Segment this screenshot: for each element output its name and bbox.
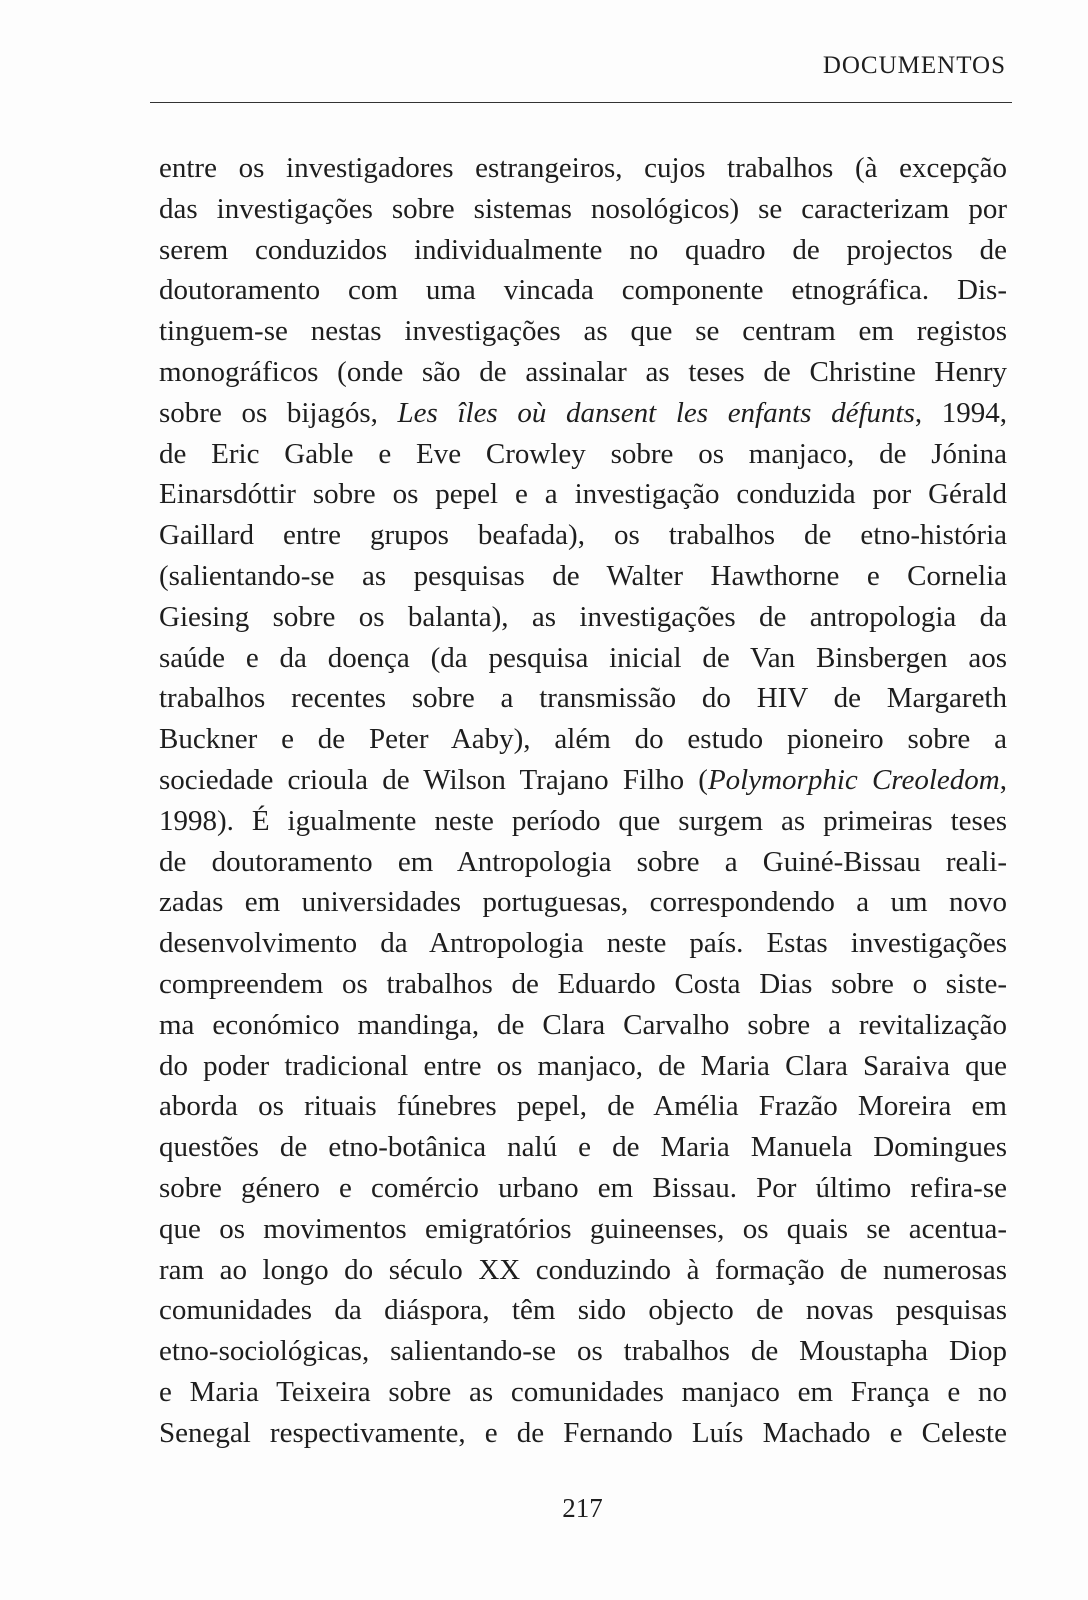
text-line: [159, 1168, 1007, 1209]
text-segment: trabalhos recentes sobre a transmissão do HIV de Margareth: [159, 682, 1007, 715]
text-segment: sobre os bijagós,: [159, 396, 398, 429]
text-segment: sobre género e comércio urbano em Bissau. Por último refira-se: [159, 1171, 1007, 1204]
text-line: [159, 1372, 1007, 1413]
text-line: [159, 760, 1007, 801]
text-segment: questões de etno-botânica nalú e de Maria Manuela Domingues: [159, 1131, 1007, 1164]
text-segment: ma económico mandinga, de Clara Carvalho sobre a revitalização: [159, 1008, 1007, 1041]
text-line: [159, 393, 1007, 434]
text-line: [159, 801, 1007, 842]
text-segment: das investigações sobre sistemas nosológicos) se caracterizam por: [159, 192, 1007, 225]
text-line: [159, 678, 1007, 719]
text-line: [159, 474, 1007, 515]
text-line: [159, 882, 1007, 923]
text-segment: Giesing sobre os balanta), as investigações de antropologia da: [159, 600, 1007, 633]
body-paragraph: [159, 148, 1007, 1454]
text-segment: Senegal respectivamente, e de Fernando Luís Machado e Celeste: [159, 1416, 1007, 1449]
text-line: [159, 964, 1007, 1005]
text-line: [159, 1086, 1007, 1127]
text-line: [159, 311, 1007, 352]
text-line: [159, 719, 1007, 760]
text-line: [159, 1290, 1007, 1331]
text-line: [159, 434, 1007, 475]
text-segment: desenvolvimento da Antropologia neste país. Estas investigações: [159, 927, 1007, 960]
text-segment: sociedade crioula de Wilson Trajano Filho (: [159, 763, 708, 796]
text-line: [159, 230, 1007, 271]
text-segment: ,: [999, 763, 1007, 796]
header-rule: [150, 102, 1012, 103]
text-segment: 1998). É igualmente neste período que surgem as primeiras teses: [159, 804, 1007, 837]
text-line: [159, 597, 1007, 638]
text-segment: de Eric Gable e Eve Crowley sobre os manjaco, de Jónina: [159, 437, 1007, 470]
text-segment: zadas em universidades portuguesas, correspondendo a um novo: [159, 886, 1007, 919]
text-segment: Gaillard entre grupos beafada), os trabalhos de etno-história: [159, 519, 1007, 552]
text-segment: do poder tradicional entre os manjaco, de Maria Clara Saraiva que: [159, 1049, 1007, 1082]
page-number: 217: [562, 1493, 603, 1523]
text-line: [159, 1127, 1007, 1168]
text-segment: , 1994,: [914, 396, 1008, 429]
text-segment: comunidades da diáspora, têm sido objecto de novas pesquisas: [159, 1294, 1007, 1327]
text-segment: Buckner e de Peter Aaby), além do estudo pioneiro sobre a: [159, 723, 1007, 756]
text-line: [159, 352, 1007, 393]
text-segment: entre os investigadores estrangeiros, cujos trabalhos (à excepção: [159, 152, 1007, 184]
text-line: [159, 923, 1007, 964]
text-line: [159, 1005, 1007, 1046]
text-line: [159, 148, 1007, 189]
text-line: [159, 1046, 1007, 1087]
text-line: [159, 1250, 1007, 1291]
text-line: [159, 1331, 1007, 1372]
text-segment: ram ao longo do século XX conduzindo à formação de numerosas: [159, 1253, 1007, 1286]
text-line: [159, 189, 1007, 230]
running-head: DOCUMENTOS: [822, 52, 1006, 79]
text-segment: de doutoramento em Antropologia sobre a Guiné-Bissau reali-: [159, 845, 1007, 878]
text-segment: e Maria Teixeira sobre as comunidades manjaco em França e no: [159, 1375, 1007, 1408]
text-line: [159, 556, 1007, 597]
text-segment: saúde e da doença (da pesquisa inicial de Van Binsbergen aos: [159, 641, 1007, 674]
text-segment: doutoramento com uma vincada componente etnográfica. Dis-: [159, 274, 1007, 307]
text-segment: serem conduzidos individualmente no quadro de projectos de: [159, 233, 1007, 266]
text-line: [159, 270, 1007, 311]
text-segment: compreendem os trabalhos de Eduardo Costa Dias sobre o siste-: [159, 967, 1007, 1000]
text-segment: Einarsdóttir sobre os pepel e a investigação conduzida por Gérald: [159, 478, 1007, 511]
text-line: [159, 515, 1007, 556]
text-segment: que os movimentos emigratórios guineenses, os quais se acentua-: [159, 1212, 1007, 1245]
text-line: [159, 842, 1007, 883]
text-segment: monográficos (onde são de assinalar as teses de Christine Henry: [159, 355, 1007, 388]
text-segment: tinguem-se nestas investigações as que se centram em registos: [159, 315, 1007, 348]
text-segment: etno-sociológicas, salientando-se os trabalhos de Moustapha Diop: [159, 1335, 1007, 1368]
text-segment: (salientando-se as pesquisas de Walter Hawthorne e Cornelia: [159, 559, 1007, 592]
italic-title: Polymorphic Creoledom: [707, 763, 1000, 796]
text-line: [159, 638, 1007, 679]
text-line: [159, 1209, 1007, 1250]
text-segment: aborda os rituais fúnebres pepel, de Amélia Frazão Moreira em: [159, 1090, 1007, 1123]
text-line: [159, 1413, 1007, 1454]
italic-title: Les îles où dansent les enfants défunts: [397, 396, 915, 429]
